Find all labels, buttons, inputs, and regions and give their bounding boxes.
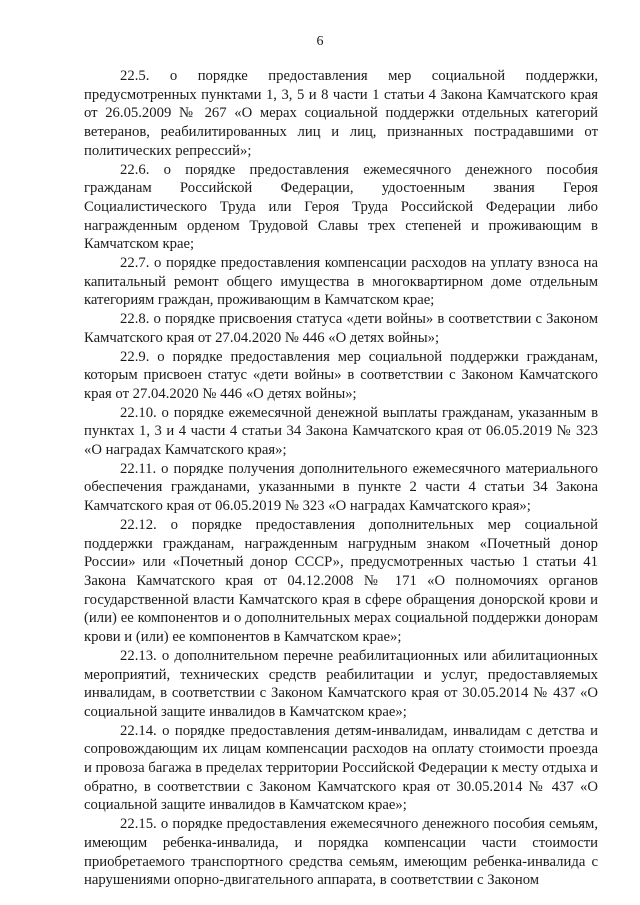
- paragraph-22-15: 22.15. о порядке предоставления ежемесячного денежного пособия семьям, имеющим ребенка-инвалида, и порядка компенсации части стоимости приобретаемого транспортного средства семьям, имеющим ребенка-инвалида с нарушениями опорно-двигательного аппарата, в соответствии с Законом: [84, 816, 598, 889]
- paragraph-22-9: 22.9. о порядке предоставления мер социальной поддержки гражданам, которым присвоен статус «дети войны» в соответствии с Законом Камчатского края от 27.04.2020 № 446 «О детях войны»;: [84, 348, 598, 402]
- paragraph-22-7: 22.7. о порядке предоставления компенсации расходов на уплату взноса на капитальный ремонт общего имущества в многоквартирном доме отдельным категориям граждан, проживающим в Камчатском крае;: [84, 255, 598, 309]
- paragraph-22-10: 22.10. о порядке ежемесячной денежной выплаты гражданам, указанным в пунктах 1, 3 и 4 части 4 статьи 34 Закона Камчатского края от 06.05.2019 № 323 «О наградах Камчатского края»;: [84, 404, 598, 459]
- paragraph-22-5: 22.5. о порядке предоставления мер социальной поддержки, предусмотренных пунктами 1, 3, 5 и 8 части 1 статьи 4 Закона Камчатского края от 26.05.2009 № 267 «О мерах социальной поддержки отдельных категорий ветеранов, реабилитированных лиц и лиц, признанных пострадавшими от политических репрессий»;: [84, 68, 598, 159]
- paragraph-22-12: 22.12. о порядке предоставления дополнительных мер социальной поддержки гражданам, награжденным нагрудным знаком «Почетный донор России» или «Почетный донор СССР», предусмотренных частью 1 статьи 41 Закона Камчатского края от 04.12.2008 № 171 «О полномочиях органов государственной власти Камчатского края в сфере обращения донорской крови и (или) ее компонентов и о дополнительных мерах социальной поддержки донорам крови и (или) ее компонентов в Камчатском крае»;: [84, 516, 598, 646]
- paragraph-22-6: 22.6. о порядке предоставления ежемесячного денежного пособия гражданам Российской Федерации, удостоенным звания Героя Социалистического Труда или Героя Труда Российской Федерации либо награжденным орденом Трудовой Славы трех степеней и проживающим в Камчатском крае;: [84, 161, 598, 253]
- page-number: 6: [316, 34, 324, 49]
- paragraph-22-13: 22.13. о дополнительном перечне реабилитационных или абилитационных мероприятий, технических средств реабилитации и услуг, предоставляемых инвалидам, в соответствии с Законом Камчатского края от 30.05.2014 № 437 «О социальной защите инвалидов в Камчатском крае»;: [84, 647, 598, 720]
- document-body: [84, 67, 598, 890]
- paragraph-22-11: 22.11. о порядке получения дополнительного ежемесячного материального обеспечения гражданами, указанными в пункте 2 части 4 статьи 34 Закона Камчатского края от 06.05.2019 № 323 «О наградах Камчатского края»;: [84, 460, 598, 515]
- paragraph-22-14: 22.14. о порядке предоставления детям-инвалидам, инвалидам с детства и сопровождающим их лицам компенсации расходов на оплату стоимости проезда и провоза багажа в пределах территории Российской Федерации к месту отдыха и обратно, в соответствии с Законом Камчатского края от 30.05.2014 № 437 «О социальной защите инвалидов в Камчатском крае»;: [84, 722, 598, 814]
- paragraph-22-8: 22.8. о порядке присвоения статуса «дети войны» в соответствии с Законом Камчатского края от 27.04.2020 № 446 «О детях войны»;: [84, 311, 598, 346]
